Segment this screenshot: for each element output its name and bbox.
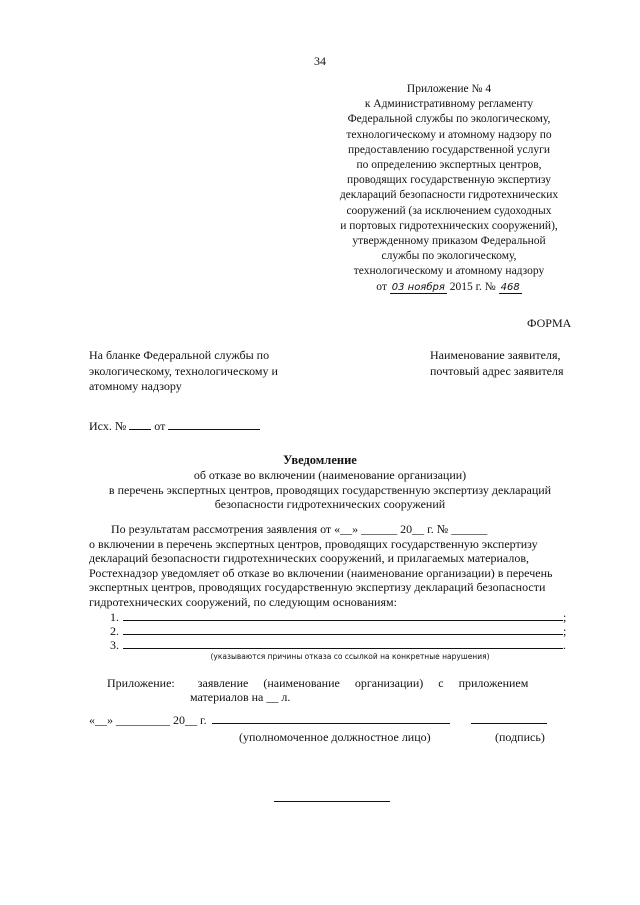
- appendix-line: Приложение № 4: [406, 83, 492, 95]
- reason-end: ;: [563, 624, 567, 638]
- appendix-line: и портовых гидротехнических сооружений),: [340, 219, 558, 232]
- reason-item: [110, 610, 566, 625]
- official-field: [212, 712, 450, 724]
- body-line: По результатам рассмотрения заявления от «__» ______ 20__ г. № ______: [111, 522, 488, 536]
- appendix-line: технологическому и атомному надзору: [353, 265, 545, 278]
- letterhead-note: На бланке Федеральной службы по экологическому, технологическому и атомному надзору: [89, 348, 278, 393]
- appendix-date-line: [318, 280, 580, 295]
- reasons-hint: (указываются причины отказа со ссылкой на конкретные нарушения): [210, 652, 490, 661]
- notice-title: Уведомление: [283, 453, 357, 467]
- body-line: экспертных центров, проводящих государственную экспертизу деклараций безопасности: [89, 580, 546, 595]
- appendix-line: по определению экспертных центров,: [356, 159, 542, 172]
- appendix-line: технологическому и атомному надзору по: [346, 128, 552, 141]
- subtitle-line: безопасности гидротехнических сооружений: [214, 497, 446, 511]
- body-line: гидротехнических сооружений, по следующим основаниям:: [89, 594, 397, 609]
- body-line: о включении в перечень экспертных центров, проводящих государственную экспертизу: [89, 536, 538, 551]
- date-year: 2015 г. №: [449, 280, 496, 293]
- handwritten-date: 03 ноября: [391, 281, 445, 293]
- notice-body: [89, 522, 577, 610]
- appendix-line: проводящих государственную экспертизу: [347, 174, 551, 187]
- official-caption: (уполномоченное должностное лицо): [239, 730, 431, 744]
- reason-end: .: [563, 638, 566, 652]
- reason-number: 1.: [110, 610, 119, 624]
- attachment-text: заявление (наименование организации) с приложением: [197, 676, 529, 690]
- body-line: деклараций безопасности гидротехнических сооружений, и прилагаемых материалов,: [89, 551, 529, 566]
- notice-subtitle: [60, 468, 600, 512]
- attachment-line: [107, 676, 577, 691]
- signature-row: [89, 712, 579, 728]
- outgoing-number-label: Исх. №: [89, 419, 127, 433]
- reason-item: [110, 624, 566, 639]
- date-prefix: от: [376, 280, 387, 293]
- reason-field: [123, 638, 563, 649]
- appendix-header: [318, 82, 580, 295]
- body-line: Ростехнадзор уведомляет об отказе во включении (наименование организации) в перечень: [89, 565, 553, 580]
- outgoing-date-field: [168, 418, 260, 430]
- appendix-line: службы по экологическому,: [381, 250, 517, 263]
- outgoing-number-field: [129, 418, 151, 430]
- applicant-block: [430, 348, 580, 379]
- subtitle-line: об отказе во включении (наименование организации): [193, 468, 467, 482]
- reason-number: 3.: [110, 638, 119, 652]
- reason-end: ;: [563, 610, 567, 624]
- reason-field: [123, 624, 563, 635]
- appendix-line: деклараций безопасности гидротехнических: [339, 189, 559, 202]
- outgoing-date-label: от: [154, 419, 166, 433]
- attachment-label: Приложение:: [107, 676, 175, 690]
- form-label: ФОРМА: [527, 316, 572, 330]
- reason-field: [123, 610, 563, 621]
- appendix-line: сооружений (за исключением судоходных: [346, 204, 552, 217]
- applicant-address-label: почтовый адрес заявителя: [430, 363, 564, 378]
- signature-date: «__» _________ 20__ г.: [89, 713, 207, 727]
- applicant-name-label: Наименование заявителя,: [430, 348, 561, 362]
- reason-number: 2.: [110, 624, 119, 638]
- bottom-divider: [274, 801, 390, 802]
- appendix-line: к Административному регламенту: [364, 98, 534, 111]
- signature-caption: (подпись): [495, 730, 545, 744]
- appendix-line: утвержденному приказом Федеральной: [352, 235, 546, 248]
- outgoing-number: [89, 418, 260, 434]
- subtitle-line: в перечень экспертных центров, проводящих государственную экспертизу деклараций: [108, 482, 552, 497]
- appendix-line: Федеральной службы по экологическому,: [347, 113, 551, 126]
- appendix-line: предоставлению государственной услуги: [347, 143, 551, 156]
- handwritten-number: 468: [500, 281, 520, 293]
- page-number: 34: [314, 54, 326, 68]
- signature-field: [471, 712, 547, 724]
- reason-item: [110, 638, 566, 653]
- attachment-pages: материалов на __ л.: [190, 690, 291, 704]
